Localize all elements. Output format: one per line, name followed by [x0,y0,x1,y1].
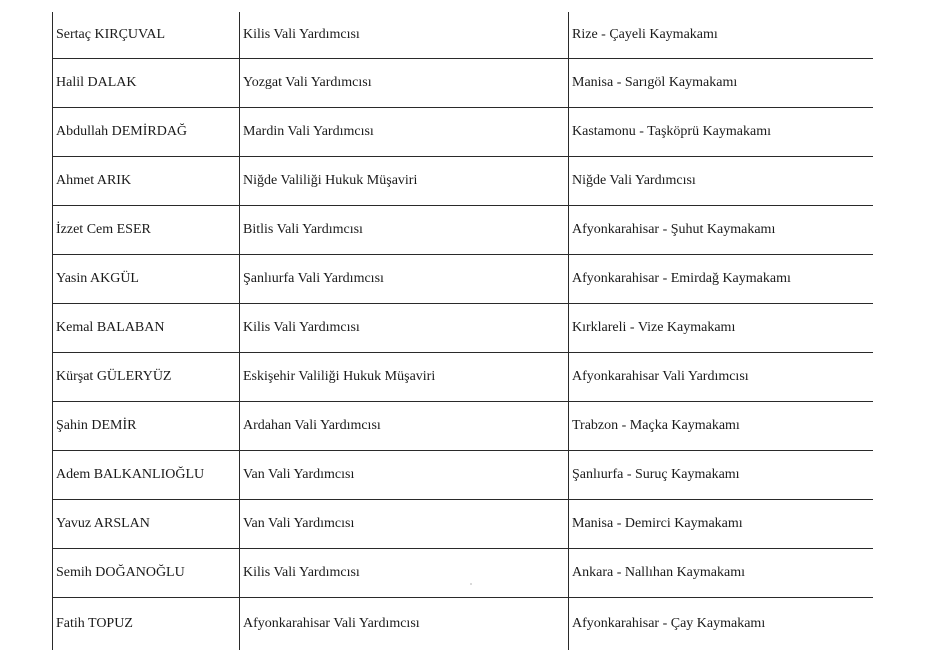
person-name-cell: Şahin DEMİR [53,402,240,451]
person-name-cell: Adem BALKANLIOĞLU [53,451,240,500]
person-name-cell: Semih DOĞANOĞLU [53,549,240,598]
new-post-cell: Afyonkarahisar - Emirdağ Kaymakamı [569,255,874,304]
new-post-cell: Şanlıurfa - Suruç Kaymakamı [569,451,874,500]
person-name-cell: Yasin AKGÜL [53,255,240,304]
current-post-cell: Kilis Vali Yardımcısı [240,549,569,598]
person-name-cell: Sertaç KIRÇUVAL [53,12,240,59]
current-post-cell: Eskişehir Valiliği Hukuk Müşaviri [240,353,569,402]
table-row [53,598,874,651]
current-post-cell: Yozgat Vali Yardımcısı [240,59,569,108]
new-post-cell: Ankara - Nallıhan Kaymakamı [569,549,874,598]
person-name-cell: Abdullah DEMİRDAĞ [53,108,240,157]
new-post-cell: Manisa - Demirci Kaymakamı [569,500,874,549]
person-name-cell: İzzet Cem ESER [53,206,240,255]
person-name-cell: Kemal BALABAN [53,304,240,353]
table-row [53,451,874,500]
current-post-cell: Ardahan Vali Yardımcısı [240,402,569,451]
table-row [53,12,874,59]
current-post-cell: Afyonkarahisar Vali Yardımcısı [240,598,569,651]
current-post-cell: Van Vali Yardımcısı [240,451,569,500]
current-post-cell: Kilis Vali Yardımcısı [240,304,569,353]
new-post-cell: Niğde Vali Yardımcısı [569,157,874,206]
table-row [53,157,874,206]
new-post-cell: Rize - Çayeli Kaymakamı [569,12,874,59]
current-post-cell: Bitlis Vali Yardımcısı [240,206,569,255]
person-name-cell: Fatih TOPUZ [53,598,240,651]
new-post-cell: Kırklareli - Vize Kaymakamı [569,304,874,353]
table-row [53,353,874,402]
person-name-cell: Kürşat GÜLERYÜZ [53,353,240,402]
table-row [53,59,874,108]
table-row [53,255,874,304]
table-row [53,402,874,451]
person-name-cell: Yavuz ARSLAN [53,500,240,549]
new-post-cell: Afyonkarahisar - Şuhut Kaymakamı [569,206,874,255]
table-row [53,549,874,598]
table-row [53,500,874,549]
person-name-cell: Ahmet ARIK [53,157,240,206]
person-name-cell: Halil DALAK [53,59,240,108]
current-post-cell: Niğde Valiliği Hukuk Müşaviri [240,157,569,206]
current-post-cell: Şanlıurfa Vali Yardımcısı [240,255,569,304]
current-post-cell: Mardin Vali Yardımcısı [240,108,569,157]
new-post-cell: Kastamonu - Taşköprü Kaymakamı [569,108,874,157]
table-row [53,206,874,255]
table-row [53,108,874,157]
scan-speck [470,583,472,585]
new-post-cell: Afyonkarahisar - Çay Kaymakamı [569,598,874,651]
new-post-cell: Trabzon - Maçka Kaymakamı [569,402,874,451]
appointments-table [52,12,873,650]
current-post-cell: Kilis Vali Yardımcısı [240,12,569,59]
table-row [53,304,874,353]
current-post-cell: Van Vali Yardımcısı [240,500,569,549]
new-post-cell: Manisa - Sarıgöl Kaymakamı [569,59,874,108]
new-post-cell: Afyonkarahisar Vali Yardımcısı [569,353,874,402]
